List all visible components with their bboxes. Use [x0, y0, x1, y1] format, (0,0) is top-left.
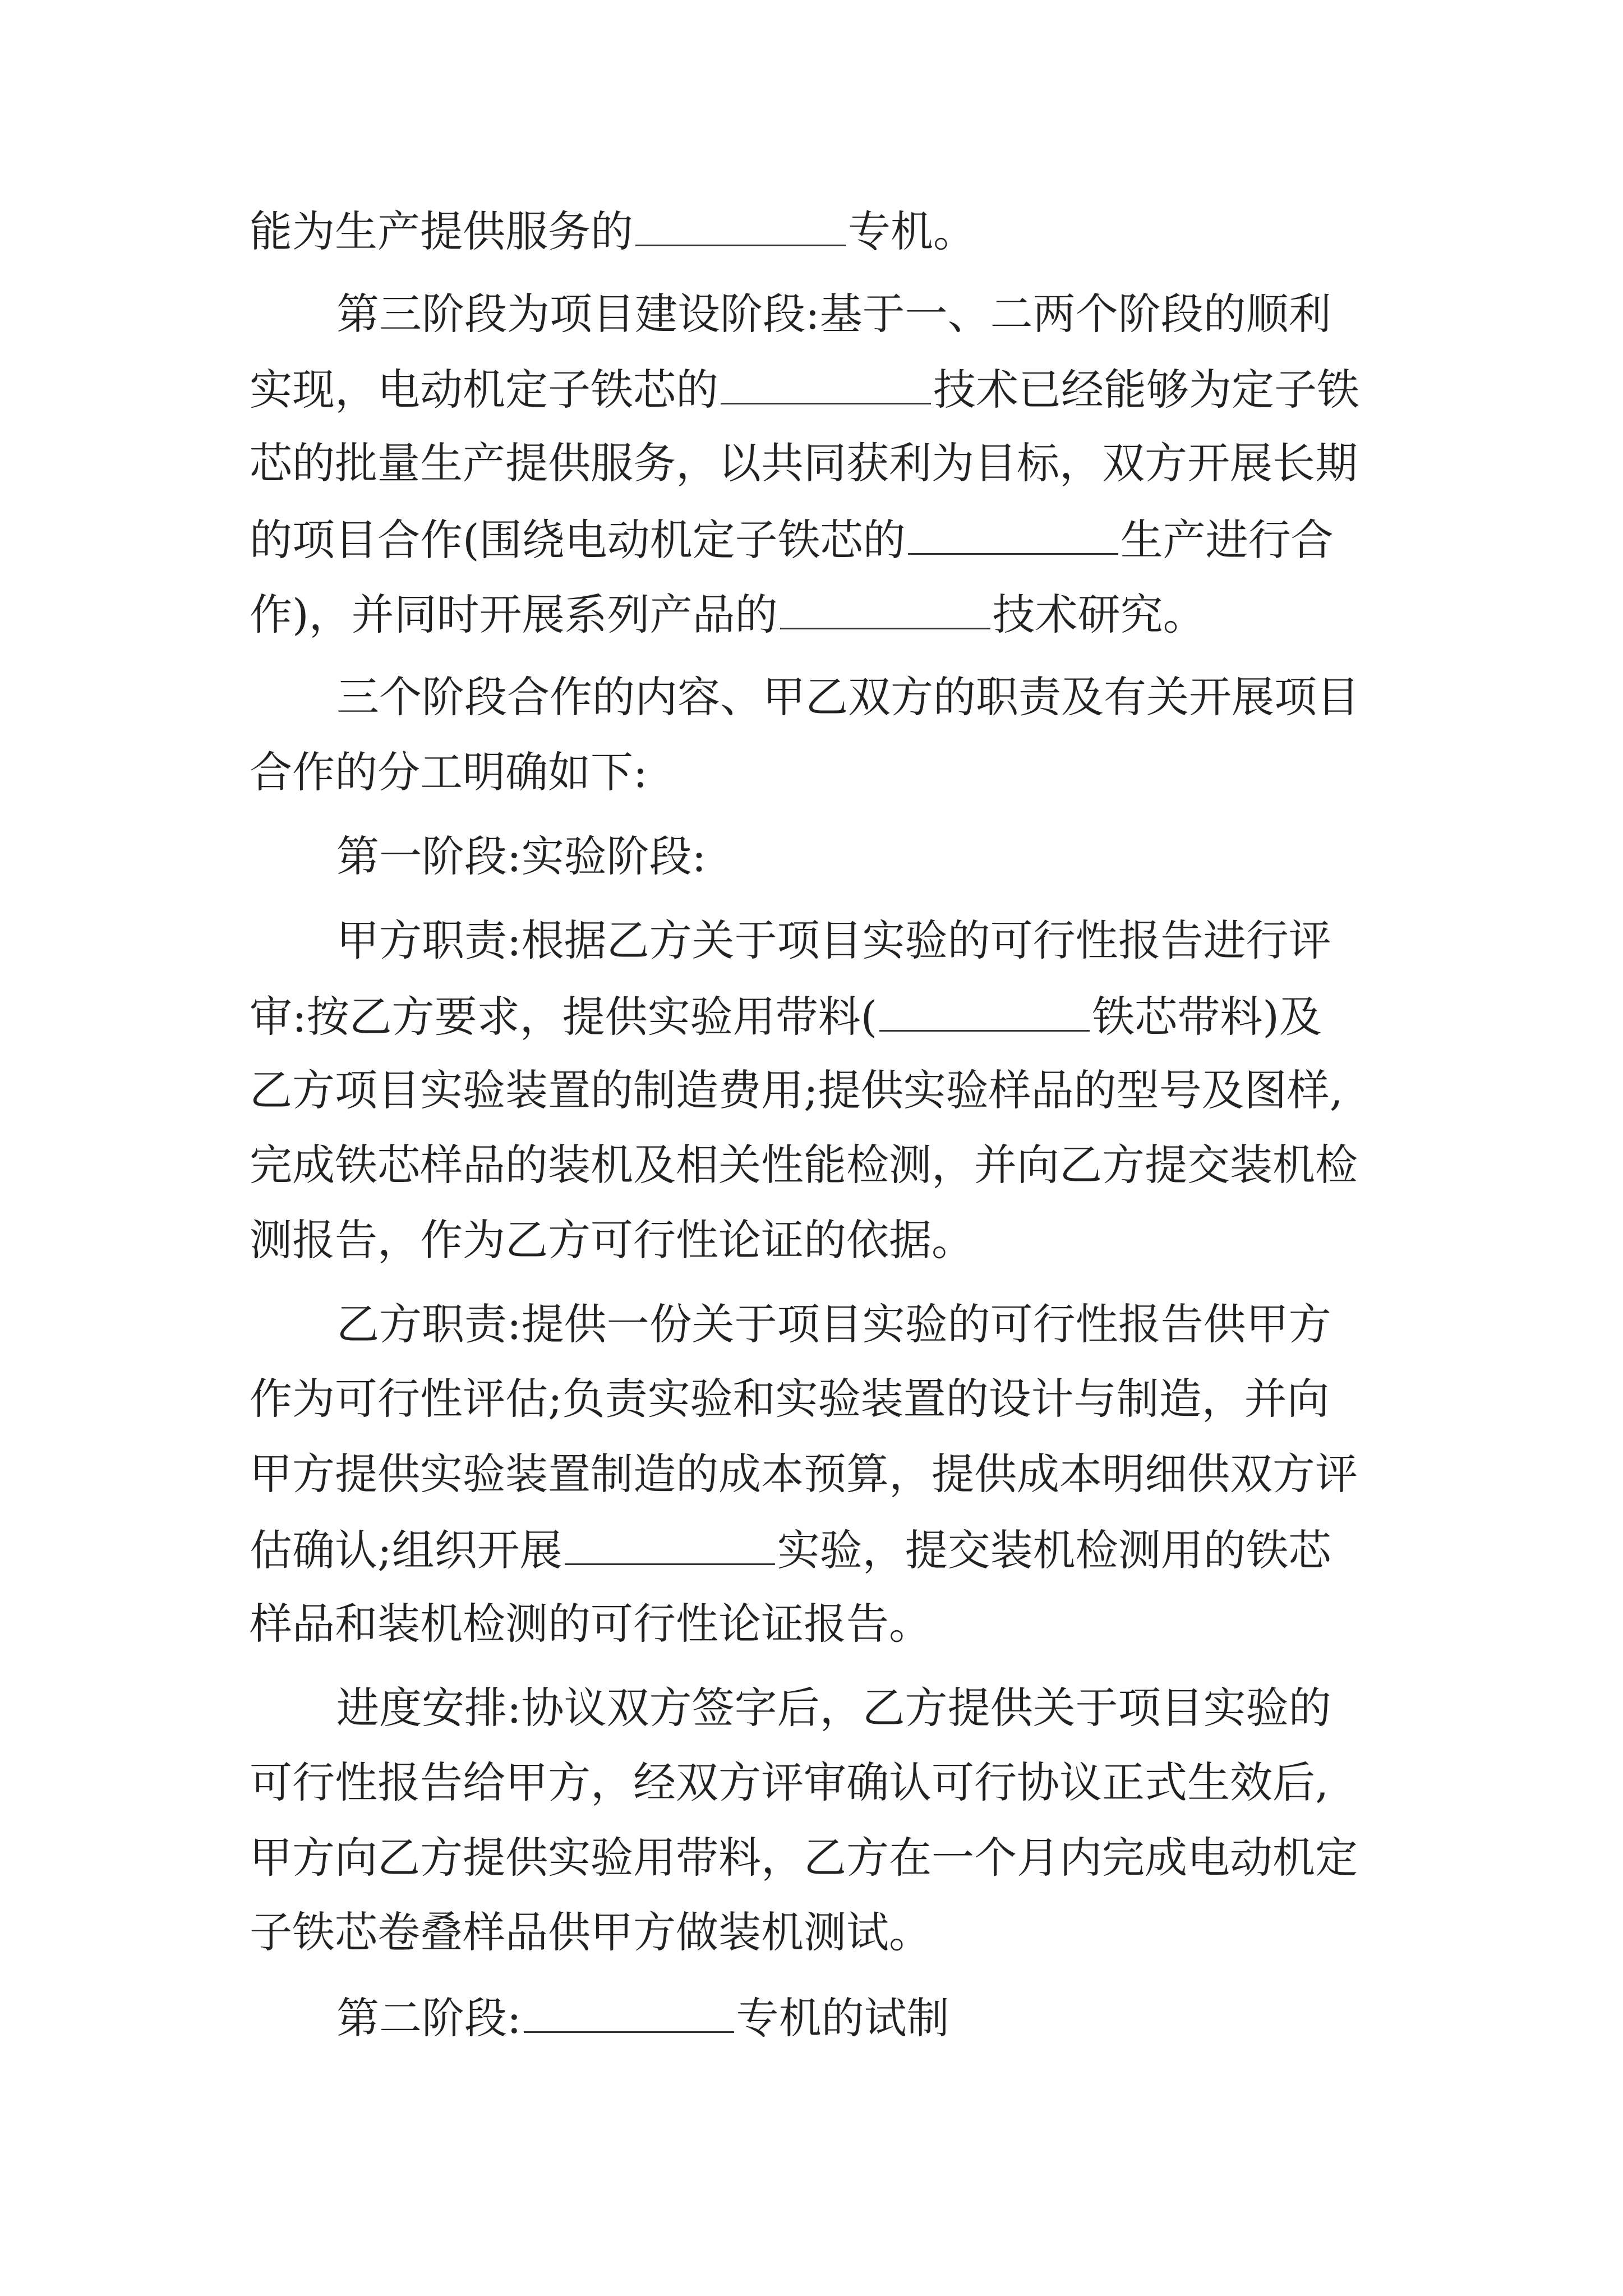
- text-segment: 技术已经能够为定子铁: [933, 365, 1359, 415]
- text-segment: 可行性报告给甲方，经双方评审确认可行协议正式生效后,: [250, 1757, 1329, 1807]
- text-line: [336, 286, 1331, 342]
- fill-in-blank: [780, 585, 990, 629]
- text-segment: 芯的批量生产提供服务，以共同获利为目标，双方开展长期: [250, 438, 1358, 488]
- text-line: [250, 202, 976, 258]
- text-segment: 估确认;组织开展: [250, 1525, 562, 1575]
- text-segment: 完成铁芯样品的装机及相关性能检测，并向乙方提交装机检: [250, 1140, 1358, 1190]
- text-line: [250, 435, 1358, 491]
- text-line: [250, 585, 1206, 641]
- text-segment: 技术研究。: [992, 590, 1206, 639]
- text-line: [250, 1137, 1358, 1193]
- text-segment: 测报告，作为乙方可行性论证的依据。: [250, 1215, 974, 1265]
- text-segment: 生产进行合: [1120, 515, 1334, 565]
- text-segment: 合作的分工明确如下:: [250, 747, 648, 797]
- text-line: [250, 510, 1334, 567]
- text-segment: 甲方向乙方提供实验用带料，乙方在一个月内完成电动机定: [250, 1833, 1358, 1883]
- text-segment: 第二阶段:: [336, 1993, 522, 2043]
- text-segment: 专机。: [848, 206, 976, 256]
- text-segment: 进度安排:协议双方签字后，乙方提供关于项目实验的: [336, 1683, 1331, 1733]
- text-segment: 实验，提交装机检测用的铁芯: [777, 1525, 1331, 1575]
- text-segment: 能为生产提供服务的: [250, 206, 633, 256]
- text-segment: 乙方职责:提供一份关于项目实验的可行性报告供甲方: [336, 1299, 1331, 1349]
- text-line: [250, 1212, 974, 1268]
- text-line: [250, 1446, 1358, 1502]
- fill-in-blank: [524, 1989, 734, 2033]
- text-segment: 甲方职责:根据乙方关于项目实验的可行性报告进行评: [336, 915, 1331, 965]
- fill-in-blank: [721, 360, 931, 404]
- text-line: [250, 744, 648, 800]
- text-segment: 铁芯带料)及: [1092, 992, 1322, 1042]
- text-segment: 实现，电动机定子铁芯的: [250, 365, 718, 415]
- text-line: [250, 1830, 1358, 1886]
- text-line: [336, 1680, 1331, 1736]
- text-line: [336, 1296, 1331, 1352]
- fill-in-blank: [565, 1521, 775, 1565]
- text-segment: 子铁芯卷叠样品供甲方做装机测试。: [250, 1907, 932, 1957]
- text-segment: 第三阶段为项目建设阶段:基于一、二两个阶段的顺利: [336, 289, 1331, 339]
- text-segment: 作为可行性评估;负责实验和实验装置的设计与制造，并向: [250, 1374, 1330, 1424]
- text-segment: 第一阶段:实验阶段:: [336, 831, 707, 881]
- text-line: [250, 1596, 932, 1652]
- text-segment: 作)，并同时开展系列产品的: [250, 590, 778, 639]
- text-line: [336, 913, 1331, 969]
- fill-in-blank: [879, 987, 1090, 1032]
- text-line: [250, 1371, 1330, 1427]
- text-line: [336, 669, 1359, 725]
- text-line: [336, 1989, 949, 2045]
- fill-in-blank: [908, 510, 1118, 555]
- text-segment: 样品和装机检测的可行性论证报告。: [250, 1599, 932, 1649]
- text-line: [250, 1755, 1329, 1811]
- text-line: [250, 1521, 1331, 1577]
- text-segment: 专机的试制: [736, 1993, 949, 2043]
- text-line: [250, 360, 1359, 416]
- text-segment: 乙方项目实验装置的制造费用;提供实验样品的型号及图样,: [250, 1065, 1343, 1115]
- text-segment: 的项目合作(围绕电动机定子铁芯的: [250, 515, 906, 565]
- text-segment: 甲方提供实验装置制造的成本预算，提供成本明细供双方评: [250, 1449, 1358, 1499]
- text-segment: 三个阶段合作的内容、甲乙双方的职责及有关开展项目: [336, 672, 1359, 722]
- text-line: [336, 829, 706, 885]
- text-line: [250, 987, 1322, 1043]
- text-line: [250, 1062, 1343, 1119]
- text-segment: 审:按乙方要求，提供实验用带料(: [250, 992, 878, 1042]
- text-line: [250, 1904, 932, 1961]
- fill-in-blank: [635, 202, 846, 246]
